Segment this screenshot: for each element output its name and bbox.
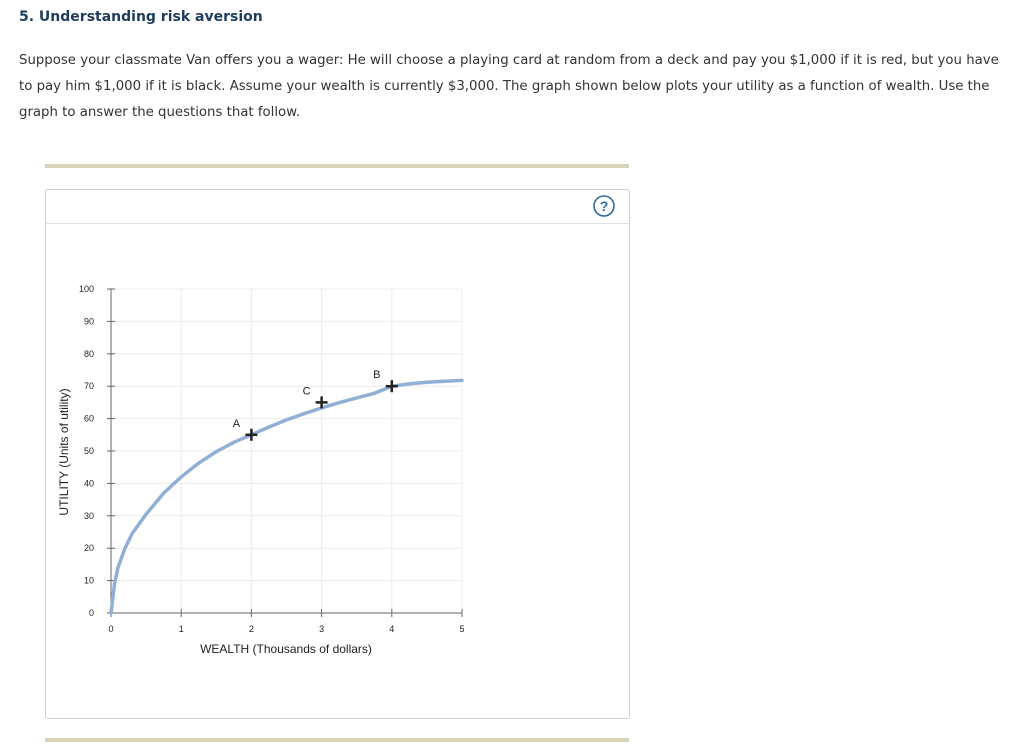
axes (107, 289, 462, 617)
utility-curve (111, 380, 462, 613)
y-tick-labels (79, 284, 94, 618)
grid-lines (111, 289, 462, 613)
x-axis-label: WEALTH (Thousands of dollars) (200, 642, 372, 656)
question-intro-text: Suppose your classmate Van offers you a wager: He will choose a playing card at random from a deck and pay you $1,000 if it is red, but you have to pay him $1,000 if it is black. Assume your wealth is currently $3,000. The graph shown below plots your utility as a function of wealth. Use the graph to answer the questions that follow. (19, 53, 999, 120)
y-tick-label: 70 (83, 381, 94, 392)
point-label: C (302, 385, 311, 398)
y-tick-label: 80 (83, 348, 94, 359)
question-heading: 5. Understanding risk aversion (19, 9, 263, 25)
y-tick-label: 100 (78, 284, 94, 294)
x-tick-label: 1 (178, 624, 184, 634)
y-tick-label: 30 (83, 510, 94, 521)
point-label: A (232, 417, 241, 430)
point-c (303, 385, 328, 408)
x-tick-labels (108, 624, 464, 634)
help-icon-glyph: ? (599, 198, 609, 214)
y-tick-label: 60 (83, 413, 94, 424)
top-divider (45, 164, 629, 168)
y-tick-label: 20 (83, 543, 94, 554)
x-tick-label: 3 (319, 624, 325, 634)
y-tick-label: 40 (83, 478, 94, 489)
point-markers (233, 369, 398, 441)
utility-graph (46, 190, 629, 718)
graph-panel (45, 189, 630, 719)
x-tick-label: 4 (389, 624, 395, 634)
x-tick-label: 2 (248, 624, 254, 634)
x-tick-label: 5 (459, 624, 465, 634)
y-tick-label: 0 (88, 608, 94, 618)
bottom-divider (45, 738, 629, 742)
y-tick-label: 50 (83, 446, 94, 456)
y-tick-label: 90 (83, 316, 94, 327)
x-tick-label: 0 (108, 624, 114, 634)
y-axis-label: UTILITY (Units of utility) (57, 388, 71, 516)
point-label: B (373, 369, 381, 382)
y-tick-label: 10 (83, 575, 94, 586)
